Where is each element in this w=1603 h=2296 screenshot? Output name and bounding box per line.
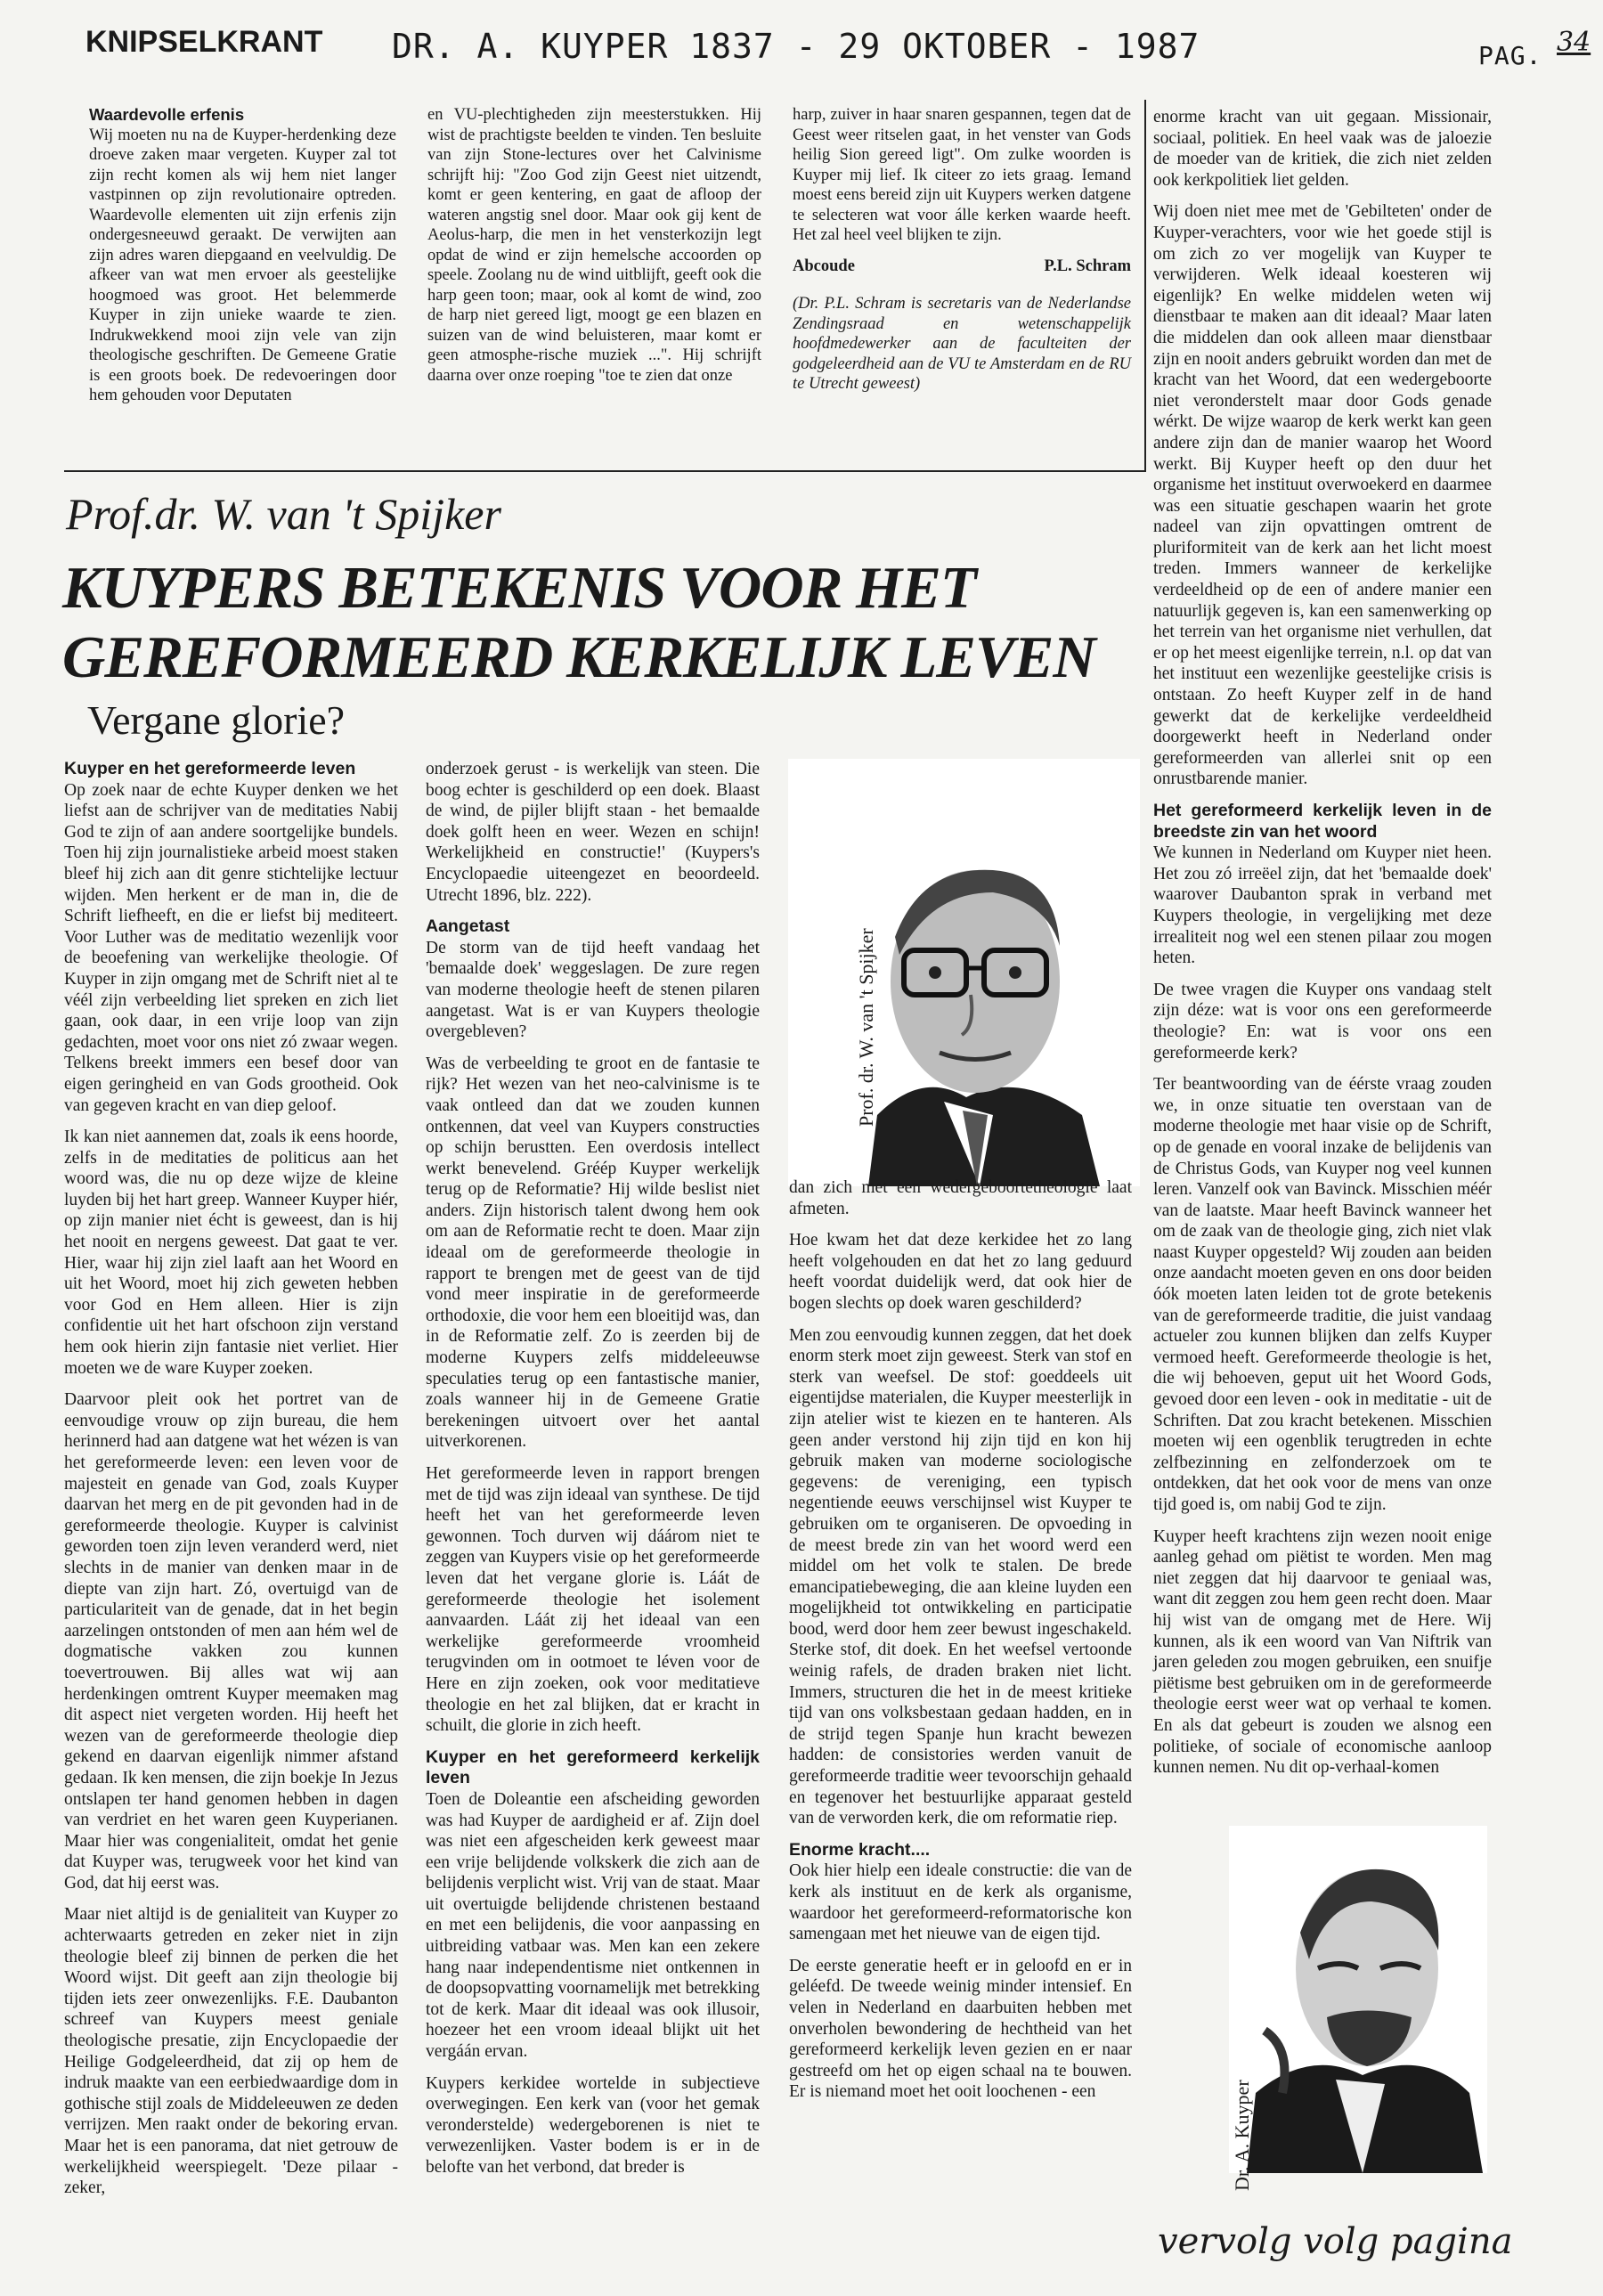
section-heading: Het gereformeerd kerkelijk leven in de breedste zin van het woord	[1153, 801, 1492, 842]
box-col2: en VU-plechtigheden zijn meesterstukken. Hij wist de prachtigste beelden te vinden. Ten besluite van zijn Stone-lectures over het Calvinisme schrijft hij: "Zoo God zijn Geest niet uitzendt, komt er geen kentering, en gaat de afloop der wateren angstig snel door. Maar ook gij kent de Aeolus-harp, die men in het vensterkozijn legt opdat de wind er zijn hemelsche accoorden op speele. Zoolang nu de wind uitblijft, geeft ook die harp geen toon; maar, ook al komt de wind, zoo de harp niet gereed ligt, moogt ge een blazen en suizen van de wind beluisteren, maar komt er geen atmosphe-rische muziek ...". Hij schrijft daarna over onze roeping "toe te zien dat onze	[427, 106, 761, 385]
paragraph: De storm van de tijd heeft vandaag het 'bemaalde doek' weggeslagen. De zure regen van moderne theologie heeft de stenen pilaren aangetast. Wat is er van Kuypers theologie overgebleven?	[426, 938, 760, 1042]
handwritten-note: vervolg volg pagina	[1158, 2221, 1513, 2262]
paragraph: Men zou eenvoudig kunnen zeggen, dat het doek enorm sterk moet zijn geweest. Sterk van stof en sterk van weefsel. De stof: goeddeels uit eigentijdse materialen, die Kuyper meesterlijk in zijn atelier wist te kiezen en te hanteren. Als geen ander verstond hij zijn tijd en kon hij gebruik maken van moderne sociologische gegevens: de vereniging, een typisch negentiende eeuws verschijnsel wist Kuyper te gebruiken om te organiseren. De opvoeding in de meest brede zin van het woord werd een middel om het volk te stalen. De brede emancipatiebeweging, die aan kleine luyden een mogelijkheid tot ontwikkeling en participatie bood, werd door hem zeer bewust ingeschakeld. Sterke stof, dit doek. En het weefsel vertoonde weinig rafels, de draden braken niet licht. Immers, structuren die het in de meest kritieke tijd van ons volksbestaan gedaan hadden, en in de strijd tegen Spanje hun kracht bewezen hadden: de consistories werden vanuit de gereformeerde traditie weer tevoorschijn gehaald en tegenover het bestuurlijke apparaat gesteld van de verworden kerk, die om reformatie riep.	[789, 1325, 1132, 1828]
portrait-kuyper	[1229, 1826, 1487, 2173]
article-column-2	[426, 759, 760, 2189]
paragraph: Op zoek naar de echte Kuyper denken we het liefst aan de schrijver van de meditaties Nabij God te zijn of aan andere soortgelijke bundels. Toen hij zijn journalistieke arbeid moest staken bleef hij zich aan dit genre stichtelijke lectuur wijden. Men herkent er de man in, die de Schrift liefheeft, en die er liefst bij mediteert. Voor Luther was de meditatio wezenlijk voor de beoefening van werkelijke theologie. Of Kuyper in zijn omgang met de Schrift niet al te véél zijn verbeelding liet spreken en zich liet gaan, ook daar, in een vrije loop van zijn gedachten, moet voor ons niet zó zwaar wegen. Telkens breekt immers een besef door van eigen geringheid en van Gods grootheid. Ook van gegeven kracht en van diep geloof.	[64, 780, 398, 1115]
box-heading: Waardevolle erfenis	[89, 105, 245, 124]
paragraph: onderzoek gerust - is werkelijk van steen. Die boog echter is geschilderd op een doek. Blaast de wind, de pijler blijft staan - het bemaalde doek golft heen en weer. Wezen en schijn! Werkelijkheid en constructie!' (Kuypers's Encyclopaedie uiteengezet en beoordeeld. Utrecht 1896, blz. 222).	[426, 760, 760, 905]
paragraph: We kunnen in Nederland om Kuyper niet heen. Het zou zó irreëel zijn, dat het 'bemaalde doek' waarover Daubanton sprak in verband met Kuypers theologie, in vergelijking met deze irrealiteit nog wel een stenen pilaar zou mogen heten.	[1153, 843, 1492, 968]
paragraph: Ik kan niet aannemen dat, zoals ik eens hoorde, zelfs in de meditaties de politicus aan het woord was, die nu op deze wijze de kleine luyden bij het hart greep. Wanneer Kuyper hiér, op zijn manier niet écht is geweest, dan is hij het nooit en nergens geweest. Dat gaat te ver. Hier, waar hij zijn ziel laaft aan het Woord en uit het Woord, moet hij zich geweten hebben voor God en Hem alleen. Hier is zijn confidentie uit het hart ofschoon zijn verstand hem ook hierin zijn fantasie niet verliet. Hier moeten we de ware Kuyper zoeken.	[64, 1128, 398, 1378]
paragraph: enorme kracht van uit gegaan. Missionair, sociaal, politiek. En heel vaak was de jaloezie de moeder van de kritiek, die zich niet zelden ook kerkpolitiek liet gelden.	[1153, 108, 1492, 190]
paragraph: Kuyper heeft krachtens zijn wezen nooit enige aanleg gehad om piëtist te worden. Men mag niet zeggen dat hij daarvoor te geniaal was, want dit zeggen zou hem geen recht doen. Maar hij wist van de omgang met de Here. Wij kunnen, als ik een woord van Van Niftrik van jaren geleden zou mogen gebruiken, een snuifje piëtisme best gebruiken om in de gereformeerde theologie eerst weer wat op verhaal te komen. En als dat gebeurt is zouden we alsnog een politieke, of sociale of economische aanloop kunnen nemen. Nu dit op-verhaal-komen	[1153, 1527, 1492, 1778]
paragraph: dan zich met een wedergeboortetheologie laat afmeten.	[789, 1178, 1132, 1218]
paragraph: De eerste generatie heeft er in geloofd en er in geléefd. De tweede weinig minder intensief. En velen in Nederland en daarbuiten hebben met onverholen bewondering de hechtheid van het gereformeerd kerkelijk leven gezien en er naar gestreefd om het op eigen schaal na te bouwen. Er is niemand moet het ooit loochenen - een	[789, 1956, 1132, 2102]
section-heading: Enorme kracht....	[789, 1839, 931, 1860]
article-column-1	[64, 759, 398, 2210]
page-label: PAG.	[1478, 41, 1542, 70]
page-number: 34	[1557, 27, 1591, 58]
box-author-bio: (Dr. P.L. Schram is secretaris van de Nederlandse Zendingsraad en wetenschappelijk hoofdmedewerker aan de faculteiten der godgeleerdheid aan de VU te Amsterdam en de RU te Utrecht geweest)	[793, 295, 1131, 393]
section-heading: Kuyper en het gereformeerde leven	[64, 759, 356, 778]
section-heading: Aangetast	[426, 916, 510, 937]
portrait-illustration	[1229, 1826, 1487, 2173]
paragraph: Ter beantwoording van de éérste vraag zouden we, in onze situatie ten overstaan van de moderne theologie met haar visie op de Schrift, op de genade en vooral inzake de belijdenis van de Christus Gods, van Kuyper nog veel kunnen leren. Vanzelf ook van Bavinck. Misschien méér van de laatste. Maar heeft Bavinck wanneer het om de zaak van de theologie ging, zich niet vlak naast Kuyper opgesteld? Wij zouden aan beiden onze aandacht moeten geven en ons door beiden óók moeten laten leiden tot de grote betekenis van de gereformeerde traditie, die juist vandaag actueler zou kunnen blijken dan zelfs Kuyper vermoed heeft. Gereformeerde theologie is het, die wij behoeven, geput uit het Woord Gods, gevoed door een leven - ook in meditatie - uit de Schriften. Dat zou kracht betekenen. Misschien moeten wij een ogenblik terugtreden in echte zelfbezinning en zelfonderzoek om te ontdekken, dat het ook voor de mens van onze tijd goed is, om nabij God te zijn.	[1153, 1075, 1492, 1514]
article-column-3	[789, 1177, 1132, 2113]
box-col3: harp, zuiver in haar snaren gespannen, tegen dat de Geest weer ritselen gaat, in het venster van Gods heilig Sion gereed ligt". Om zulke woorden is Kuyper mij lief. Ik citeer zo iets graag. Iemand moest eens bereid zijn uit Kuypers werken datgene te selecteren wat voor álle kerken waarde heeft. Het zal heel veel blijken te zijn.	[793, 106, 1131, 244]
article-title-line2: GEREFORMEERD KERKELIJK LEVEN	[62, 624, 1095, 690]
header-subject: DR. A. KUYPER 1837 - 29 OKTOBER - 1987	[392, 27, 1200, 66]
article-author: Prof.dr. W. van 't Spijker	[66, 489, 501, 539]
article-subtitle: Vergane glorie?	[87, 697, 346, 743]
box-signature: P.L. Schram	[1044, 256, 1131, 275]
article-column-4	[1153, 107, 1492, 1789]
paragraph: Maar niet altijd is de genialiteit van Kuyper zo achterwaarts getreden en zeker niet in zijn theologie bleef zij binnen de perken die het Woord wijst. Dit geeft aan zijn theologie bij tijden iets zeer onwezenlijks. F.E. Daubanton schreef van Kuypers meest geniale theologische presatie, zijn Encyclopaedie der Heilige Godgeleerdheid, dat zij op hem de indruk maakte van een eerbiedwaardige dom in gothische stijl zoals de Middeleeuwen ze deden verrijzen. Men raakt onder de bekoring ervan. Maar het is een panorama, dat niet getrouw de werkelijkheid weerspiegelt. 'Deze pilaar - zeker,	[64, 1905, 398, 2198]
box-col1: Wij moeten nu na de Kuyper-herdenking deze droeve zaken maar vergeten. Kuyper zal tot zijn recht komen als wij hem niet langer vastpinnen op zijn revolutionaire optreden. Waardevolle elementen uit zijn erfenis zijn ondergesneeuwd geraakt. De verwijten aan zijn adres waren diepgaand en veelvuldig. De afkeer van wat men ervoer als geestelijke hoogmoed was groot. Het belemmerde Kuyper in zijn unieke waarde te zien. Indrukwekkend mooi zijn vele van zijn theologische geschriften. De Gemeene Gratie is een groots boek. De redevoeringen door hem gehouden voor Deputaten	[89, 126, 396, 404]
paragraph: De twee vragen die Kuyper ons vandaag stelt zijn déze: wat is voor ons een gereformeerde theologie? En: wat is voor ons een gereformeerde kerk?	[1153, 980, 1492, 1063]
paragraph: Het gereformeerde leven in rapport brengen met de tijd was zijn ideaal van synthese. De tijd heeft het van het gereformeerde leven gewonnen. Toch durven wij dáárom niet te zeggen van Kuypers visie op het gereformeerde leven dat het vergane glorie is. Láát de gereformeerde theologie het isolement aanvaarden. Láát zij het ideaal van een werkelijke gereformeerde vroomheid terugvinden om in ootmoet te léven voor de Here en zijn zoeken, ook voor meditatieve theologie en het zal blijken, dat er kracht in schuilt, die glorie in zich heeft.	[426, 1464, 760, 1736]
portrait-van-t-spijker	[788, 759, 1140, 1186]
paragraph: Was de verbeelding te groot en de fantasie te rijk? Het wezen van het neo-calvinisme is te vaak ontleed dan dat we zouden kunnen ontkennen, dat veel van Kuypers constructies op schijn berustten. Een overdosis intellect werkt benevelend. Gréép Kuyper werkelijk terug op de Reformatie? Hij wilde beslist niet anders. Zijn historisch talent dwong hem ook om aan de Reformatie recht te doen. Maar zijn ideaal om de gereformeerde theologie in rapport te brengen met de geest van de tijd vond meer inspiratie in de gereformeerde orthodoxie, die voor hem een bloeitijd was, dan in de Reformatie zelf. Zo is zeerden bij de moderne Kuypers zelfs middeleeuwse speculaties terug op een fantastische manier, zoals wanneer hij in de Gemeene Gratie berekeningen uitvoert over het aantal uitverkorenen.	[426, 1054, 760, 1452]
paragraph: Toen de Doleantie een afscheiding geworden was had Kuyper de aardigheid er af. Zijn doel was niet een afgescheiden kerk geweest maar een vrije belijdende volkskerk die zich aan de belijdenis verplicht wist. Vrij van de staat. Maar uit overtuigde belijdende christenen bestaand en met een belijdenis, die voor aanpassing en uitbreiding vatbaar was. Men kan een zekere hang naar independentisme niet ontkennen in de doopsopvatting voornamelijk met betrekking tot de kerk. Maar dit ideaal was ook illusoir, hoezeer het een vroom ideaal blijkt uit het vergáán ervan.	[426, 1789, 760, 2062]
section-heading: Kuyper en het gereformeerd kerkelijk leven	[426, 1746, 760, 1788]
paragraph: Hoe kwam het dat deze kerkidee het zo lang heeft volgehouden en dat het zo lang geduurd heeft voordat duidelijk werd, dat ook hier de bogen slechts op doek waren geschilderd?	[789, 1231, 1132, 1313]
article-title-line1: KUYPERS BETEKENIS VOOR HET	[62, 555, 976, 621]
paragraph: Kuypers kerkidee wortelde in subjectieve overwegingen. Een kerk van (voor het gemak veronderstelde) wedergeborenen is niet te verwezenlijken. Vaster bodem is er in de belofte van het verbond, dat breder is	[426, 2073, 760, 2177]
paragraph: Ook hier hielp een ideale constructie: die van de kerk als instituut en de kerk als organisme, waardoor het gereformeerd-reformatorische kon samengaan met het nieuwe van de eigen tijd.	[789, 1861, 1132, 1944]
paragraph: Daarvoor pleit ook het portret van de eenvoudige vrouw op zijn bureau, die hem herinnerd had aan datgene wat het wézen is van het gereformeerde leven: een leven voor de majesteit en genade van God, zoals Kuyper daarvan het merg en de pit gevonden had in de gereformeerde theologie. Kuyper is calvinist geworden toen zijn leven veranderd werd, niet slechts in de manier van denken maar in de diepte van zijn hart. Zó, overtuigd van de particulariteit van de genade, dat in het begin aarzelingen ontstonden of men aan hém wel de dogmatische vakken zou kunnen toevertrouwen. Bij alles wat wij aan herdenkingen omtrent Kuyper meemaken mag dit aspect niet vergeten worden. Hij heeft het wezen van de gereformeerde theologie diep gekend en daarvan eigenlijk nimmer afstand gedaan. Ik ken mensen, die zijn boekje In Jezus ontslapen ter hand genomen hebben in dagen van verdriet en het waren geen Kuyperianen. Maar hier was congenialiteit, omdat het genie dat Kuyper was, terugweek voor het kind van God, dat hij eerst was.	[64, 1390, 398, 1893]
photo-caption-van-t-spijker: Prof. dr. W. van 't Spijker	[855, 928, 877, 1127]
publication-name: KNIPSELKRANT	[85, 25, 323, 59]
portrait-illustration	[788, 759, 1140, 1186]
box-place: Abcoude	[793, 256, 855, 275]
photo-caption-kuyper: Dr. A. Kuyper	[1231, 2080, 1253, 2191]
paragraph: Wij doen niet mee met de 'Gebilteten' onder de Kuyper-verachters, voor wie het goede stijl is om zich zo ver mogelijk van Kuyper te verwijderen. Welk ideaal koesteren wij eigenlijk? En welke middelen weten wij dienstbaar te maken aan dit ideaal? Maar laten die middelen dan ook alleen maar dienstbaar zijn en nooit anders gebruikt worden dan met de kracht van het Woord, dat een wedergeboorte niet veronderstelt maar door Gods genade wérkt. De wijze waarop de kerk werkt kan geen andere zijn dan de manier waarop het Woord werkt. Bij Kuyper heeft op den duur het organisme het instituut overwoekerd en daarmee was een situatie geschapen waarin het grote nadeel van zijn opvattingen omtrent de pluriformiteit van de kerk aan het licht moest treden. Immers wanneer de kerkelijke verdeeldheid op de een of andere manier een natuurlijk gegeven is, kan een samenwerking op het terrein van het organisme niet verhullen, dat er op het meest eigenlijke terrein, n.l. op dat van het instituut een wezenlijke geestelijke crisis is ontstaan. Zo heeft Kuyper zelf in de hand gewerkt dat de kerkelijke verdeeldheid doorgewerkt heeft in Nederland onder gereformeerden van allerlei snit op een onrustbarende manier.	[1153, 202, 1492, 789]
